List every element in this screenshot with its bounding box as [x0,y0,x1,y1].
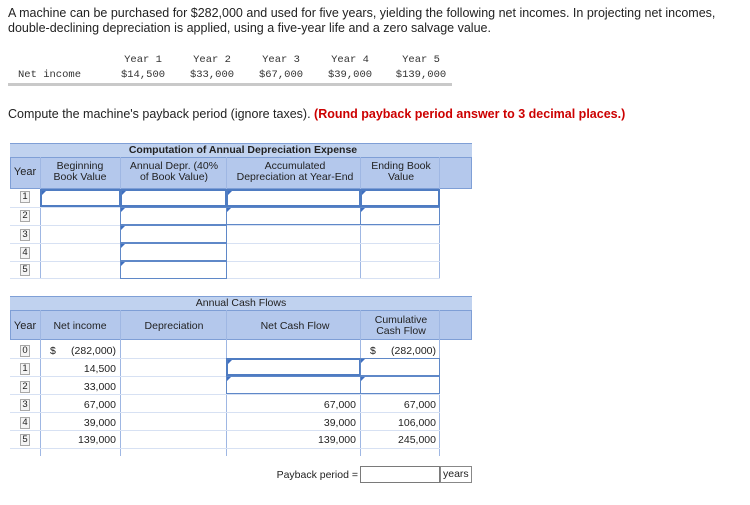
cumulative-value: 67,000 [403,399,436,411]
grid-line [40,310,41,456]
instruction-text: Compute the machine's payback period (ignore taxes). [8,107,315,121]
ending-book-value-input-2[interactable] [360,207,440,225]
given-year-label: Year 5 [402,54,440,66]
given-year-label: Year 4 [331,54,369,66]
given-year-label: Year 1 [124,54,162,66]
year-label: 5 [20,264,30,276]
cash-header-year: Year [13,320,37,332]
grid-line [120,310,121,456]
annual-depr-input-2[interactable] [120,207,227,225]
year-label: 3 [20,229,30,241]
year-label: 2 [20,210,30,222]
payback-label: Payback period = [276,469,358,481]
cash-header-cumulative-1: Cumulative [374,314,428,326]
depr-header-beginning-1: Beginning [56,160,104,172]
row-divider [10,430,440,431]
net-cash-flow-value: 139,000 [318,434,356,446]
beginning-book-value-input-1[interactable] [40,189,121,207]
years-unit-label: years [440,466,472,483]
net-income-value: 33,000 [83,381,116,393]
net-cash-flow-value: 67,000 [323,399,356,411]
instruction-emphasis: (Round payback period answer to 3 decimal places.) [314,107,626,121]
depr-header-beginning-2: Book Value [53,171,107,183]
given-year-value: $139,000 [395,69,447,81]
accum-depr-input-1[interactable] [226,189,361,207]
cash-header-net-cash-flow: Net Cash Flow [260,320,330,332]
year-label: 3 [20,399,30,411]
dollar-sign: $ [370,345,376,357]
given-year-value: $33,000 [189,69,235,81]
cumulative-value: (282,000) [391,345,436,357]
annual-depr-input-4[interactable] [120,243,227,261]
accum-depr-input-2[interactable] [226,207,361,225]
net-income-value: 139,000 [78,434,116,446]
net-cash-flow-input-2[interactable] [226,376,361,394]
depr-header-ending-2: Value [387,171,415,183]
annual-depr-input-3[interactable] [120,225,227,243]
year-label: 0 [20,345,30,357]
year-label: 4 [20,417,30,429]
given-year-value: $67,000 [258,69,304,81]
year-label: 1 [20,363,30,375]
cumulative-input-1[interactable] [360,358,440,376]
cash-table-title: Annual Cash Flows [195,297,287,309]
given-row-label: Net income [18,69,82,81]
year-label: 5 [20,434,30,446]
dollar-sign: $ [50,345,56,357]
net-income-value: 39,000 [83,417,116,429]
depr-header-annual-1: Annual Depr. (40% [129,160,219,172]
year-label: 4 [20,247,30,259]
year-label: 1 [20,191,30,203]
given-net-income-table [8,52,452,86]
net-income-value: 14,500 [83,363,116,375]
annual-depr-input-5[interactable] [120,261,227,279]
net-income-value: (282,000) [71,345,116,357]
given-year-value: $39,000 [327,69,373,81]
given-year-label: Year 3 [262,54,300,66]
row-divider [10,412,440,413]
cash-header-cumulative-2: Cash Flow [376,325,426,337]
depr-header-accum-2: Depreciation at Year-End [236,171,354,183]
depr-header-accum-1: Accumulated [264,160,326,172]
given-year-label: Year 2 [193,54,231,66]
depr-header-annual-2: of Book Value) [139,171,209,183]
cash-header-net-income: Net income [53,320,107,332]
depr-header-ending-1: Ending Book [371,160,431,172]
net-cash-flow-input-1[interactable] [226,358,361,376]
depr-table-title: Computation of Annual Depreciation Expense [128,144,358,156]
row-divider [10,394,440,395]
payback-period-input[interactable] [360,466,440,483]
cumulative-value: 106,000 [398,417,436,429]
ending-book-value-input-1[interactable] [360,189,440,207]
cumulative-value: 245,000 [398,434,436,446]
row-divider [10,448,440,449]
net-income-value: 67,000 [83,399,116,411]
year-label: 2 [20,381,30,393]
cash-header-depreciation: Depreciation [144,320,204,332]
depreciation-table [10,143,472,279]
instruction [8,107,625,121]
net-cash-flow-value: 39,000 [323,417,356,429]
cash-flow-table [10,296,472,496]
annual-depr-input-1[interactable] [120,189,227,207]
cumulative-input-2[interactable] [360,376,440,394]
problem-text: A machine can be purchased for $282,000 and used for five years, yielding the following net incomes. In projecting net incomes, double-declining depreciation is applied, using a five-year life and a zero salvage value. [8,6,716,35]
depr-header-year: Year [13,166,37,178]
given-year-value: $14,500 [120,69,166,81]
divider [8,83,452,86]
